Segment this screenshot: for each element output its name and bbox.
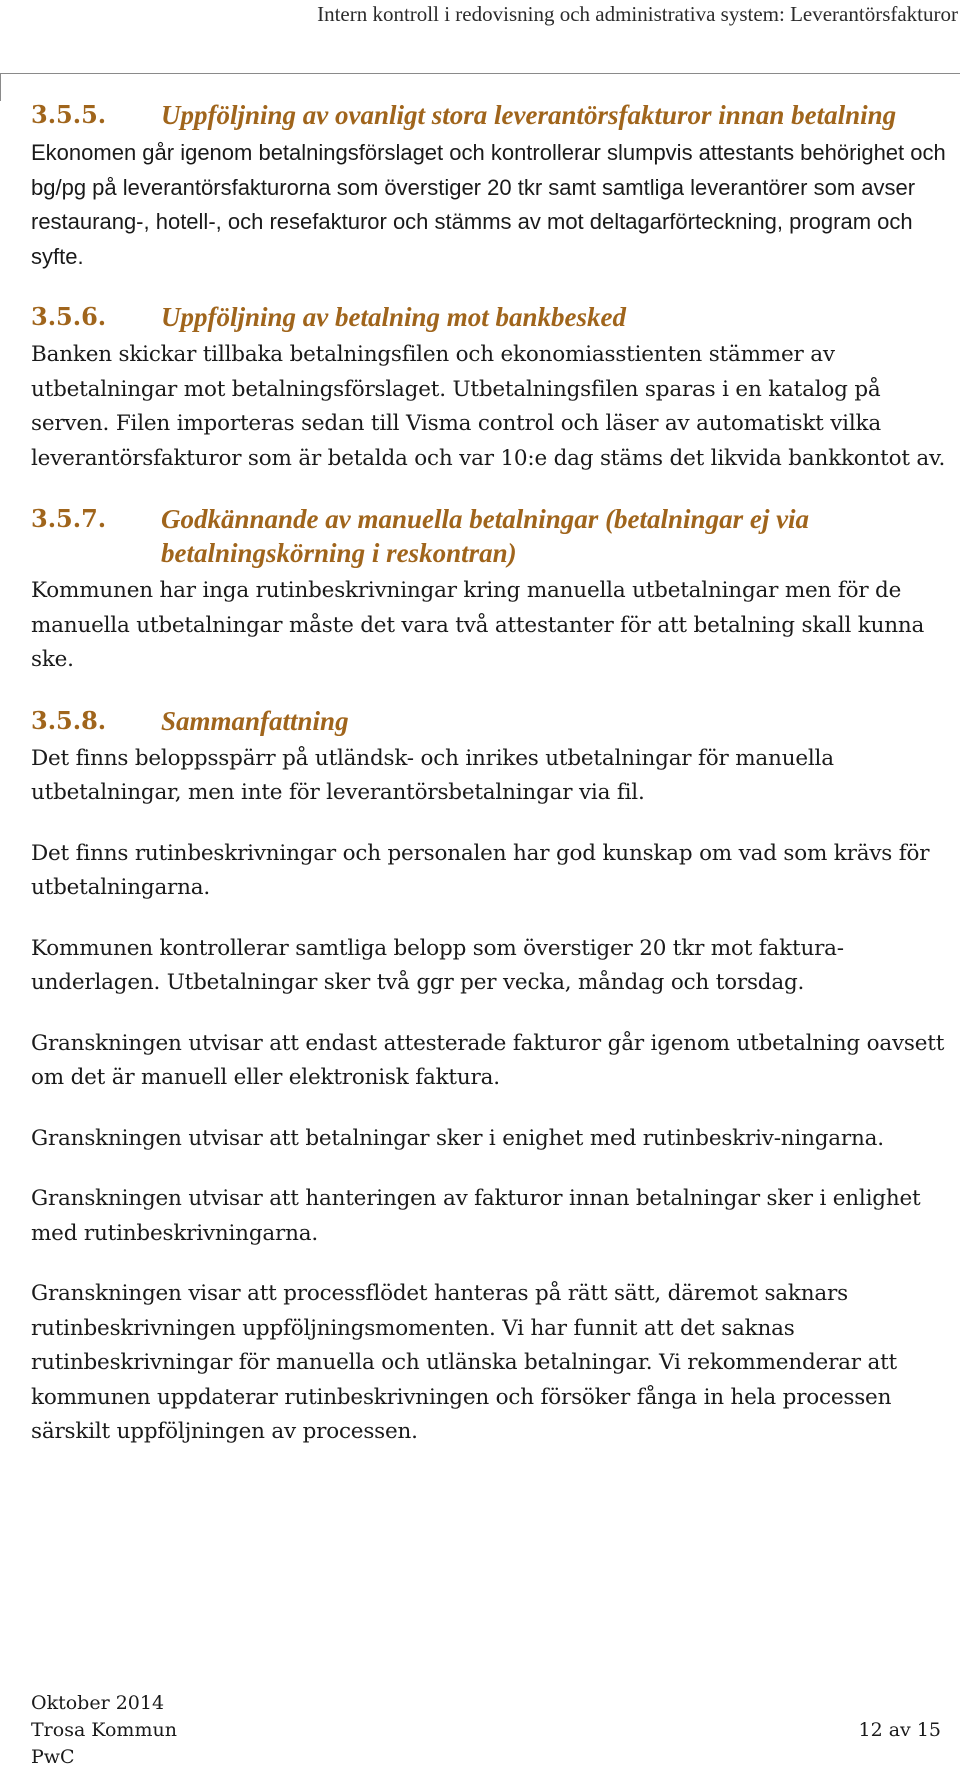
section-heading (31, 98, 951, 132)
section-number: 3.5.5. (31, 100, 107, 129)
section-heading (31, 704, 951, 738)
paragraph: Det finns beloppsspärr på utländsk- och inrikes utbetalningar för manuella utbetalningar, men inte för leverantörsbetalningar via fil. (31, 745, 834, 805)
paragraph: Granskningen utvisar att hanteringen av fakturor innan betalningar sker i enlighet med rutinbeskrivningarna. (31, 1186, 921, 1246)
section-3-5-6 (31, 300, 951, 476)
footer-client: Trosa Kommun (31, 1719, 177, 1741)
footer-firm: PwC (31, 1746, 75, 1768)
paragraph: Kommunen kontrollerar samtliga belopp som överstiger 20 tkr mot faktura-underlagen. Utbetalningar sker två ggr per vecka, måndag och torsdag. (31, 935, 844, 995)
section-number: 3.5.8. (31, 705, 107, 735)
section-3-5-5 (31, 98, 951, 274)
page-footer (31, 1690, 941, 1771)
paragraph: Kommunen har inga rutinbeskrivningar kring manuella utbetalningar men för de manuella utbetalningar måste det vara två attestanter för att betalning skall kunna ske. (31, 578, 925, 672)
section-number: 3.5.7. (31, 504, 107, 533)
section-title: Uppföljning av ovanligt stora leverantörsfakturor innan betalning (161, 100, 897, 130)
running-header: Intern kontroll i redovisning och administrativa system: Leverantörsfakturor (317, 2, 958, 26)
paragraph: Det finns rutinbeskrivningar och personalen har god kunskap om vad som krävs för utbetalningarna. (31, 840, 930, 900)
paragraph: Banken skickar tillbaka betalningsfilen och ekonomiasstienten stämmer av utbetalningar mot betalningsförslaget. Utbetalningsfilen sparas i en katalog på serven. Filen importeras sedan till Visma control och läser av automatiskt vilka leverantörsfakturor som är betalda och var 10:e dag stäms det likvida bankkontot av. (31, 342, 946, 471)
paragraph: Granskningen visar att processflödet hanteras på rätt sätt, däremot saknars rutinbeskrivningen uppföljningsmomenten. Vi har funnit att det saknas rutinbeskrivningar för manuella och utlänska betalningar. Vi rekommenderar att kommunen uppdaterar rutinbeskrivningen och försöker fånga in hela processen särskilt uppföljningen av processen. (31, 1281, 897, 1444)
header-rule (0, 73, 960, 74)
header-rule-tick (0, 73, 1, 101)
footer-client-line (31, 1717, 941, 1744)
page-number: 12 av 15 (858, 1719, 941, 1741)
paragraph: Granskningen utvisar att betalningar sker i enighet med rutinbeskriv-ningarna. (31, 1125, 884, 1151)
section-title: Sammanfattning (161, 705, 349, 736)
paragraph: Ekonomen går igenom betalningsförslaget och kontrollerar slumpvis attestants behörighet och bg/pg på leverantörsfakturorna som överstiger 20 tkr samt samtliga leverantörer som avser restaurang-, hotell-, och resefakturor och stämms av mot deltagarförteckning, program och syfte. (31, 140, 946, 269)
document-body (31, 98, 951, 1450)
section-title: Godkännande av manuella betalningar (betalningar ej via betalningskörning i reskontran) (161, 504, 810, 568)
section-number: 3.5.6. (31, 302, 107, 331)
section-heading (31, 502, 951, 570)
section-3-5-7 (31, 502, 951, 678)
section-heading (31, 300, 951, 334)
footer-date: Oktober 2014 (31, 1692, 165, 1714)
section-3-5-8 (31, 704, 951, 1450)
paragraph: Granskningen utvisar att endast attesterade fakturor går igenom utbetalning oavsett om det är manuell eller elektronisk faktura. (31, 1030, 945, 1090)
section-title: Uppföljning av betalning mot bankbesked (161, 302, 627, 332)
